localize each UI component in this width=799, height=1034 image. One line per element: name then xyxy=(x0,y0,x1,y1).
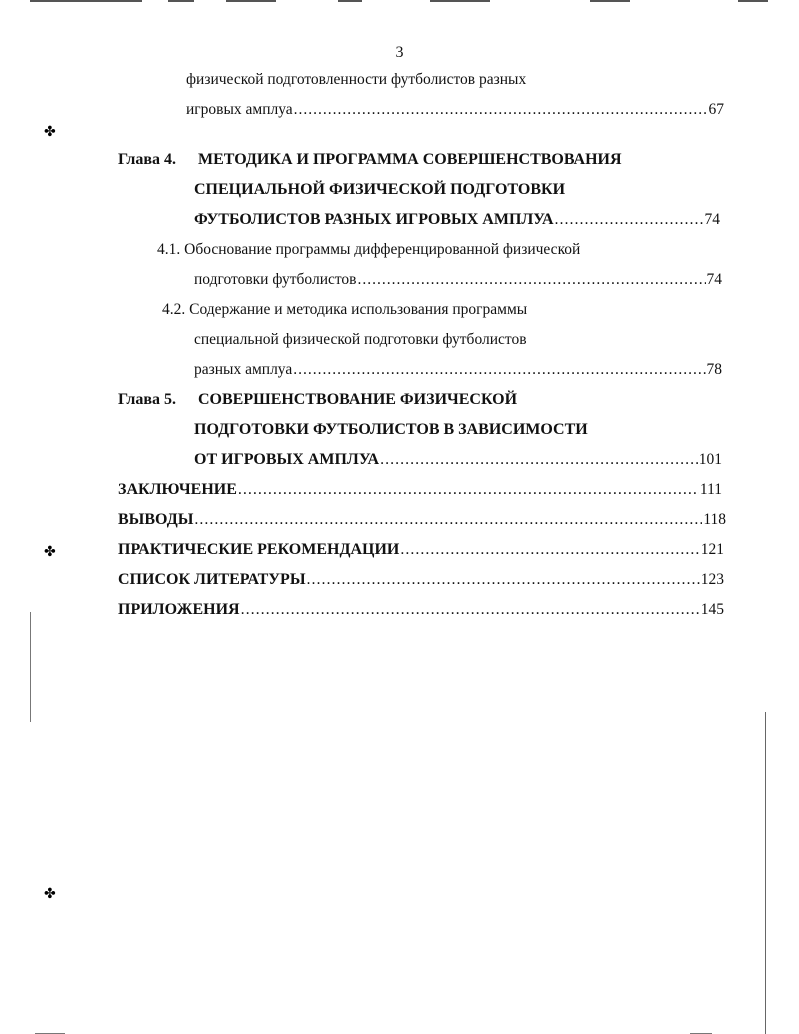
toc-line xyxy=(194,210,720,230)
toc-line xyxy=(118,480,722,500)
chapter-number: 4. xyxy=(164,151,176,168)
leader-dots xyxy=(307,570,700,590)
scan-top-edge xyxy=(0,0,799,6)
toc-entry-title: ПРИЛОЖЕНИЯ xyxy=(118,601,240,618)
margin-mark-icon: ✤ xyxy=(44,886,56,902)
page-number: 3 xyxy=(395,44,404,61)
toc-page-number: 74 xyxy=(706,271,722,288)
section-entry xyxy=(157,240,580,260)
scan-left-edge xyxy=(30,612,31,722)
toc-entry-title: ПРАКТИЧЕСКИЕ РЕКОМЕНДАЦИИ xyxy=(118,541,400,558)
margin-mark-icon: ✤ xyxy=(44,544,56,560)
leader-dots xyxy=(194,510,702,530)
chapter-title: МЕТОДИКА И ПРОГРАММА СОВЕРШЕНСТВОВАНИЯ xyxy=(198,151,622,168)
leader-dots xyxy=(238,480,699,500)
toc-entry-title: ВЫВОДЫ xyxy=(118,511,194,528)
toc-page-number: 67 xyxy=(708,101,724,118)
section-title: разных амплуа xyxy=(194,361,293,378)
section-title: специальной физической подготовки футболистов xyxy=(194,331,527,348)
toc-entry-title: ЗАКЛЮЧЕНИЕ xyxy=(118,481,237,498)
section-title: Обоснование программы дифференцированной физической xyxy=(184,241,581,258)
chapter-title-line: СПЕЦИАЛЬНОЙ ФИЗИЧЕСКОЙ ПОДГОТОВКИ xyxy=(194,181,566,198)
leader-dots xyxy=(400,540,699,560)
toc-page-number: 121 xyxy=(700,541,724,558)
toc-line xyxy=(118,570,724,590)
leader-dots xyxy=(555,210,704,230)
toc-entry-title: игровых амплуа xyxy=(186,101,293,118)
leader-dots xyxy=(358,270,706,290)
chapter-number: 5. xyxy=(164,391,176,408)
toc-line xyxy=(118,600,724,620)
toc-page-number: 123 xyxy=(700,571,724,588)
toc-line xyxy=(186,100,724,120)
toc-line xyxy=(194,450,722,470)
toc-page-number: 145 xyxy=(700,601,724,618)
leader-dots xyxy=(294,100,708,120)
chapter-title: СОВЕРШЕНСТВОВАНИЕ ФИЗИЧЕСКОЙ xyxy=(198,391,518,408)
toc-line xyxy=(194,360,722,380)
chapter-title-line: ПОДГОТОВКИ ФУТБОЛИСТОВ В ЗАВИСИМОСТИ xyxy=(194,421,588,438)
chapter-label: Глава xyxy=(118,391,160,408)
scan-right-edge xyxy=(765,712,766,1034)
chapter-label: Глава xyxy=(118,151,160,168)
section-title: подготовки футболистов xyxy=(194,271,357,288)
section-number: 4.2. xyxy=(162,301,186,318)
chapter-heading xyxy=(118,150,622,170)
section-title: Содержание и методика использования программы xyxy=(189,301,528,318)
leader-dots xyxy=(380,450,698,470)
toc-page-number: 111 xyxy=(699,481,722,498)
chapter-title-line: ОТ ИГРОВЫХ АМПЛУА xyxy=(194,451,380,468)
toc-page-number: 78 xyxy=(706,361,722,378)
toc-page-number: 101 xyxy=(698,451,722,468)
toc-line xyxy=(118,540,724,560)
leader-dots xyxy=(241,600,700,620)
section-number: 4.1. xyxy=(157,241,181,258)
section-entry xyxy=(162,300,527,320)
toc-page-number: 118 xyxy=(703,511,726,528)
toc-line xyxy=(194,270,722,290)
margin-mark-icon: ✤ xyxy=(44,124,56,140)
leader-dots xyxy=(293,360,705,380)
chapter-heading xyxy=(118,390,517,410)
toc-entry-title: СПИСОК ЛИТЕРАТУРЫ xyxy=(118,571,306,588)
toc-line: физической подготовленности футболистов разных xyxy=(186,71,527,88)
chapter-title-line: ФУТБОЛИСТОВ РАЗНЫХ ИГРОВЫХ АМПЛУА xyxy=(194,211,554,228)
toc-line xyxy=(118,510,726,530)
toc-page-number: 74 xyxy=(704,211,720,228)
